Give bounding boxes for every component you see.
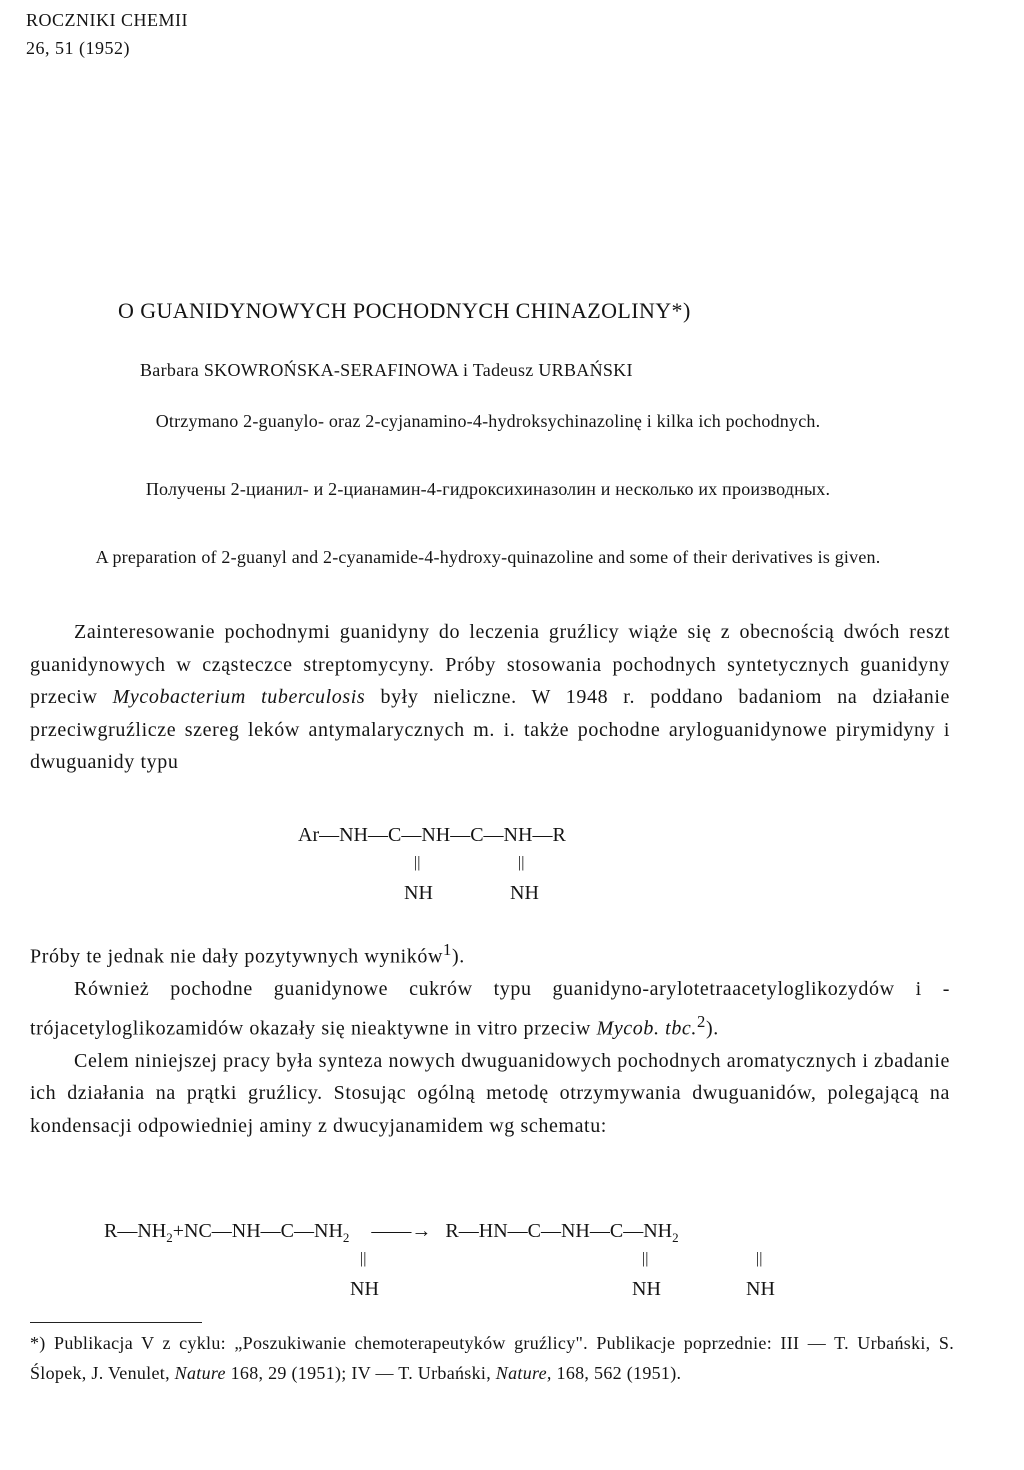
imino-product-2: NH (746, 1278, 775, 1300)
article-authors: Barbara SKOWROŃSKA-SERAFINOWA i Tadeusz URBAŃSKI (140, 360, 633, 380)
species-abbrev: Mycob. tbc. (596, 1017, 698, 1040)
paragraph-intro: Zainteresowanie pochodnymi guanidyny do leczenia gruźlicy wiąże się z obecnością dwóch reszt guanidynowych w cząsteczce streptomycyny. Próby stosowania pochodnych syntetycznych guanidyny przeciw Mycobacterium tuberculosis były nieliczne. W 1948 r. poddano badaniom na działanie przeciwgruźlicze szereg leków antymalarycznych m. i. także pochodne aryloguanidynowe pirymidyny i dwuguanidy typu (30, 621, 951, 773)
journal-volume: 26, 51 (1952) (26, 38, 130, 58)
double-bond-reactant: || (360, 1250, 367, 1267)
abstract-polish: Otrzymano 2-guanylo- oraz 2-cyjanamino-4-hydroksychinazolinę i kilka ich pochodnych. (155, 411, 821, 431)
formula-reaction-scheme (104, 1220, 904, 1310)
species-name: Mycobacterium tuberculosis (112, 686, 366, 708)
journal-name: ROCZNIKI CHEMII (26, 10, 188, 30)
double-bond-product-1: || (642, 1250, 649, 1267)
imino-product-1: NH (632, 1278, 661, 1300)
abstract-russian: Получены 2-цианил- и 2-цианамин-4-гидроксихиназолин и несколько их производных. (145, 479, 831, 499)
reaction-equation: $R—NH_2+NC—NH—C—NH_2$ ——→ $R—HN—C—NH—C—NH_2$ (104, 1220, 679, 1245)
imino-group-1: NH (404, 882, 433, 904)
article-title: O GUANIDYNOWYCH POCHODNYCH CHINAZOLINY*) (118, 298, 691, 323)
footnote: *) Publikacja V z cyklu: „Poszukiwanie chemoterapeutyków gruźlicy". Publikacje poprzednie: III — T. Urbański, S. Ślopek, J. Venulet, Nature 168, 29 (1951); IV — T. Urbański, Nature, 168, 562 (1951). (30, 1333, 954, 1383)
formula-main-chain: Ar—NH—C—NH—C—NH—R (298, 824, 566, 846)
formula-diguanide (298, 824, 718, 914)
abstract-english: A preparation of 2-guanyl and 2-cyanamide-4-hydroxy-quinazoline and some of their derivatives is given. (95, 547, 881, 567)
double-bond-2: || (518, 854, 525, 871)
paragraph-results: Próby te jednak nie dały pozytywnych wyników$^1$). Również pochodne guanidynowe cukrów typu guanidyno-arylotetraacetyloglikozydów i -trójacetyloglikozamidów okazały się nieaktywne in vitro przeciw Mycob. tbc.$^2$). Celem niniejszej pracy była synteza nowych dwuguanidowych pochodnych aromatycznych i zbadanie ich działania na prątki gruźlicy. Stosując ogólną metodę otrzymywania dwuguanidów, polegającą na kondensacji odpowiedniej aminy z dwucyjanamidem wg schematu: (30, 940, 950, 1137)
imino-reactant: NH (350, 1278, 379, 1300)
journal-header (26, 6, 188, 62)
imino-group-2: NH (510, 882, 539, 904)
double-bond-1: || (414, 854, 421, 871)
footnote-divider (30, 1322, 202, 1323)
double-bond-product-2: || (756, 1250, 763, 1267)
reaction-arrow: ——→ (371, 1220, 432, 1242)
